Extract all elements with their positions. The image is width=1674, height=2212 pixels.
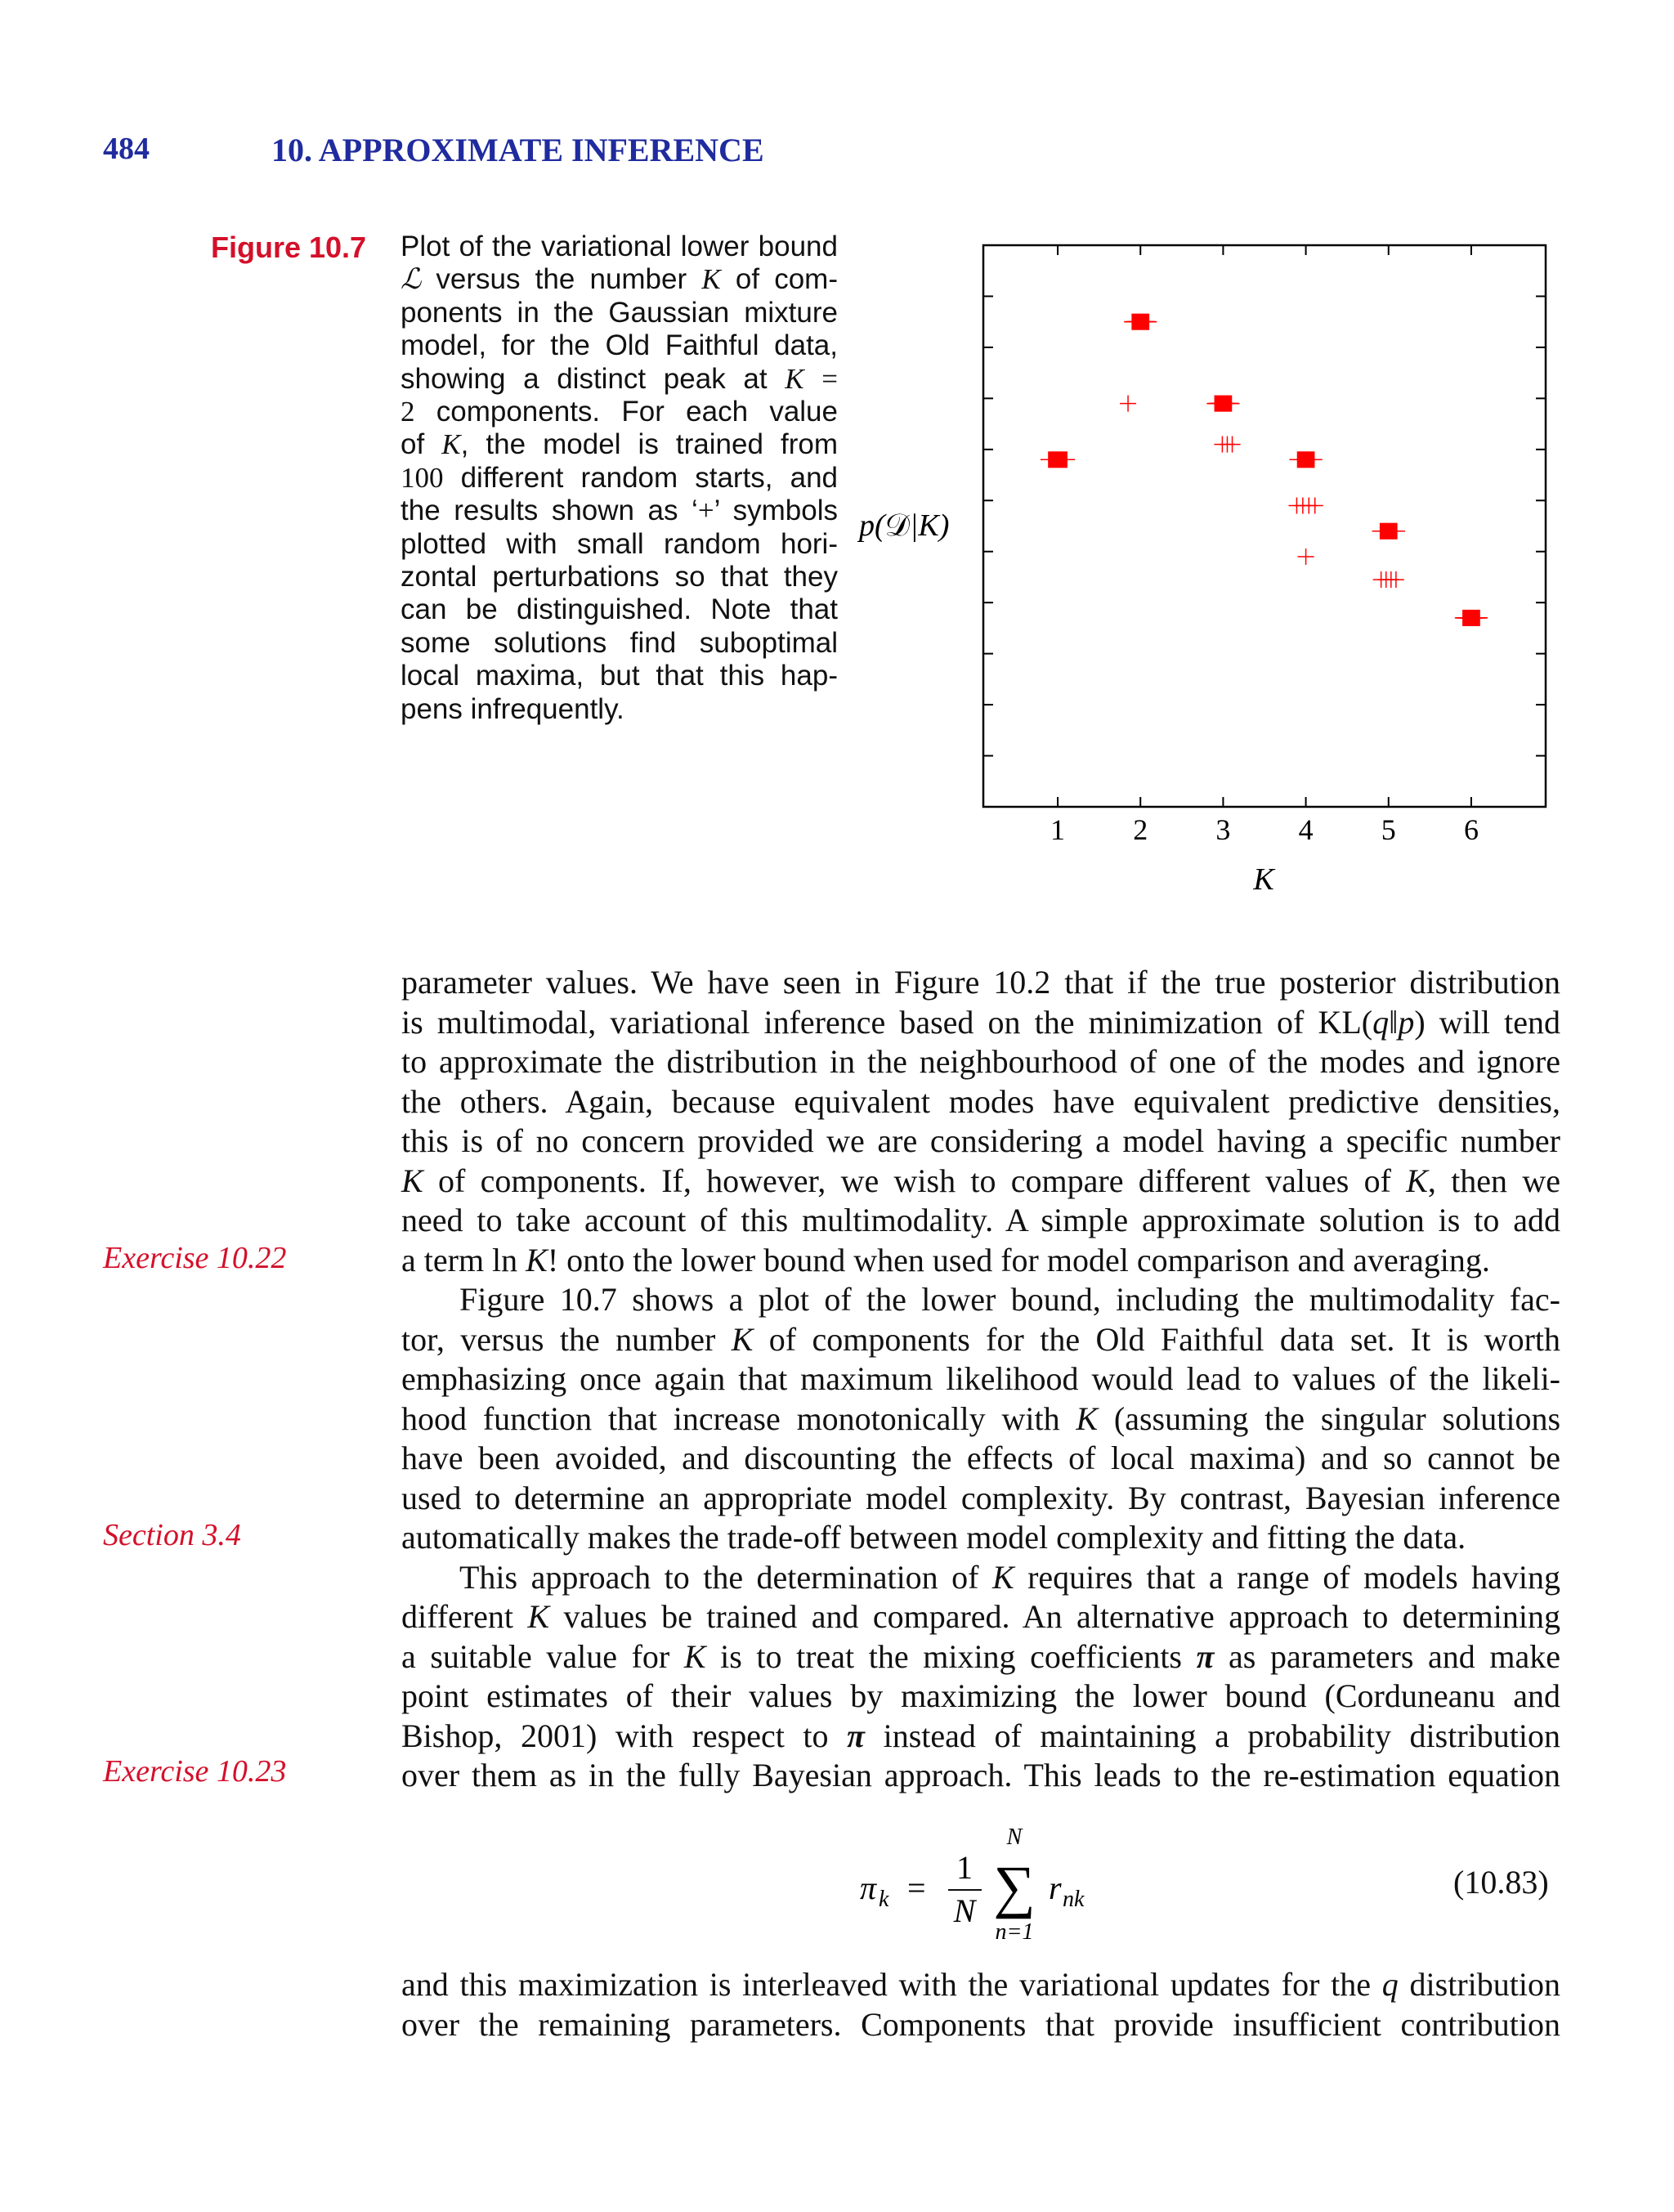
plus-marker — [1388, 571, 1404, 588]
eq-denominator: N — [953, 1892, 976, 1929]
equation-10-83 — [0, 1815, 1674, 1954]
figure-label: Figure 10.7 — [211, 231, 367, 264]
x-tick-label: 1 — [1050, 813, 1066, 846]
equation-number: (10.83) — [1453, 1864, 1549, 1901]
eq-lhs-sub: k — [879, 1887, 889, 1912]
plus-marker — [1298, 549, 1314, 565]
plus-marker — [1224, 437, 1241, 453]
body-paragraphs: parameter values. We have seen in Figure 10.2 that if the true posterior distribution is multimodal, variational inference based on the minimization of KL(q‖p) will tend to approximate the distribution in the neighbourhood of one of the modes and ignore the others. Again, because equivalent modes have equivalent predictive densities, this is of no concern provided we are considering a model having a specific number K of components. If, however, we wish to compare different values of K, then we need to take account of this multimodality. A simple approximate solution is to add a term ln K! onto the lower bound when used for model comparison and averaging. Figure 10.7 shows a plot of the lower bound, including the multimodality fac- tor, versus the number K of components for the Old Faithful data set. It is worth emphasizing once again that maximum likelihood would lead to values of the likeli- hood function that increase monotonically with K (assuming the singular solutions have been avoided, and discounting the effects of local maxima) and so cannot be used to determine an appropriate model complexity. By contrast, Bayesian inference automatically makes the trade-off between model complexity and fitting the data. This approach to the determination of K requires that a range of models having different K values be trained and compared. An alternative approach to determining a suitable value for K is to treat the mixing coefficients π as parameters and make point estimates of their values by maximizing the lower bound (Corduneanu and Bishop, 2001) with respect to π instead of maintaining a probability distribution over them as in the fully Bayesian approach. This leads to the re-estimation equation — [401, 964, 1561, 1793]
margin-note-exercise-10-22[interactable]: Exercise 10.22 — [103, 1241, 287, 1275]
x-axis-label: K — [1253, 862, 1274, 897]
eq-sum-upper: N — [1006, 1825, 1023, 1850]
plot-frame — [983, 245, 1546, 807]
page-number: 484 — [103, 132, 150, 166]
body-paragraph-continued: and this maximization is interleaved with the variational updates for the q distribution over the remaining parameters. Components that provide insufficient contribution — [401, 1966, 1560, 2043]
x-tick-label: 4 — [1298, 813, 1314, 846]
eq-equals: = — [907, 1869, 926, 1906]
eq-sum-lower: n=1 — [995, 1919, 1034, 1945]
x-tick-label: 5 — [1381, 813, 1396, 846]
x-tick-label: 6 — [1463, 813, 1479, 846]
eq-term-sub: nk — [1063, 1887, 1085, 1912]
plus-marker — [1120, 396, 1136, 412]
lower-bound-chart — [0, 0, 1674, 924]
figure-caption: Plot of the variational lower bound ℒ versus the number K of com- ponents in the Gaussian mixture model, for the Old Faithful data, showing a distinct peak at K = 2 components. For each value of K, the model is trained from 100 different random starts, and the results shown as ‘+’ symbols plotted with small random hori- zontal perturbations so that they can be distinguished. Note that some solutions find suboptimal local maxima, but that this hap- pens infrequently. — [401, 231, 838, 725]
eq-sum-sign: ∑ — [993, 1854, 1036, 1919]
margin-note-section-3-4[interactable]: Section 3.4 — [103, 1518, 241, 1552]
axis-ticks — [983, 245, 1546, 807]
eq-numerator: 1 — [956, 1849, 973, 1886]
margin-note-exercise-10-23[interactable]: Exercise 10.23 — [103, 1754, 287, 1789]
eq-term: r — [1049, 1869, 1062, 1906]
data-points — [1041, 314, 1488, 626]
chapter-title: 10. APPROXIMATE INFERENCE — [271, 132, 764, 168]
x-tick-label: 2 — [1133, 813, 1148, 846]
eq-lhs: π — [860, 1869, 877, 1906]
y-axis-label: p(𝒟|K) — [859, 507, 950, 543]
x-tick-labels — [1050, 813, 1479, 846]
x-tick-label: 3 — [1215, 813, 1231, 846]
